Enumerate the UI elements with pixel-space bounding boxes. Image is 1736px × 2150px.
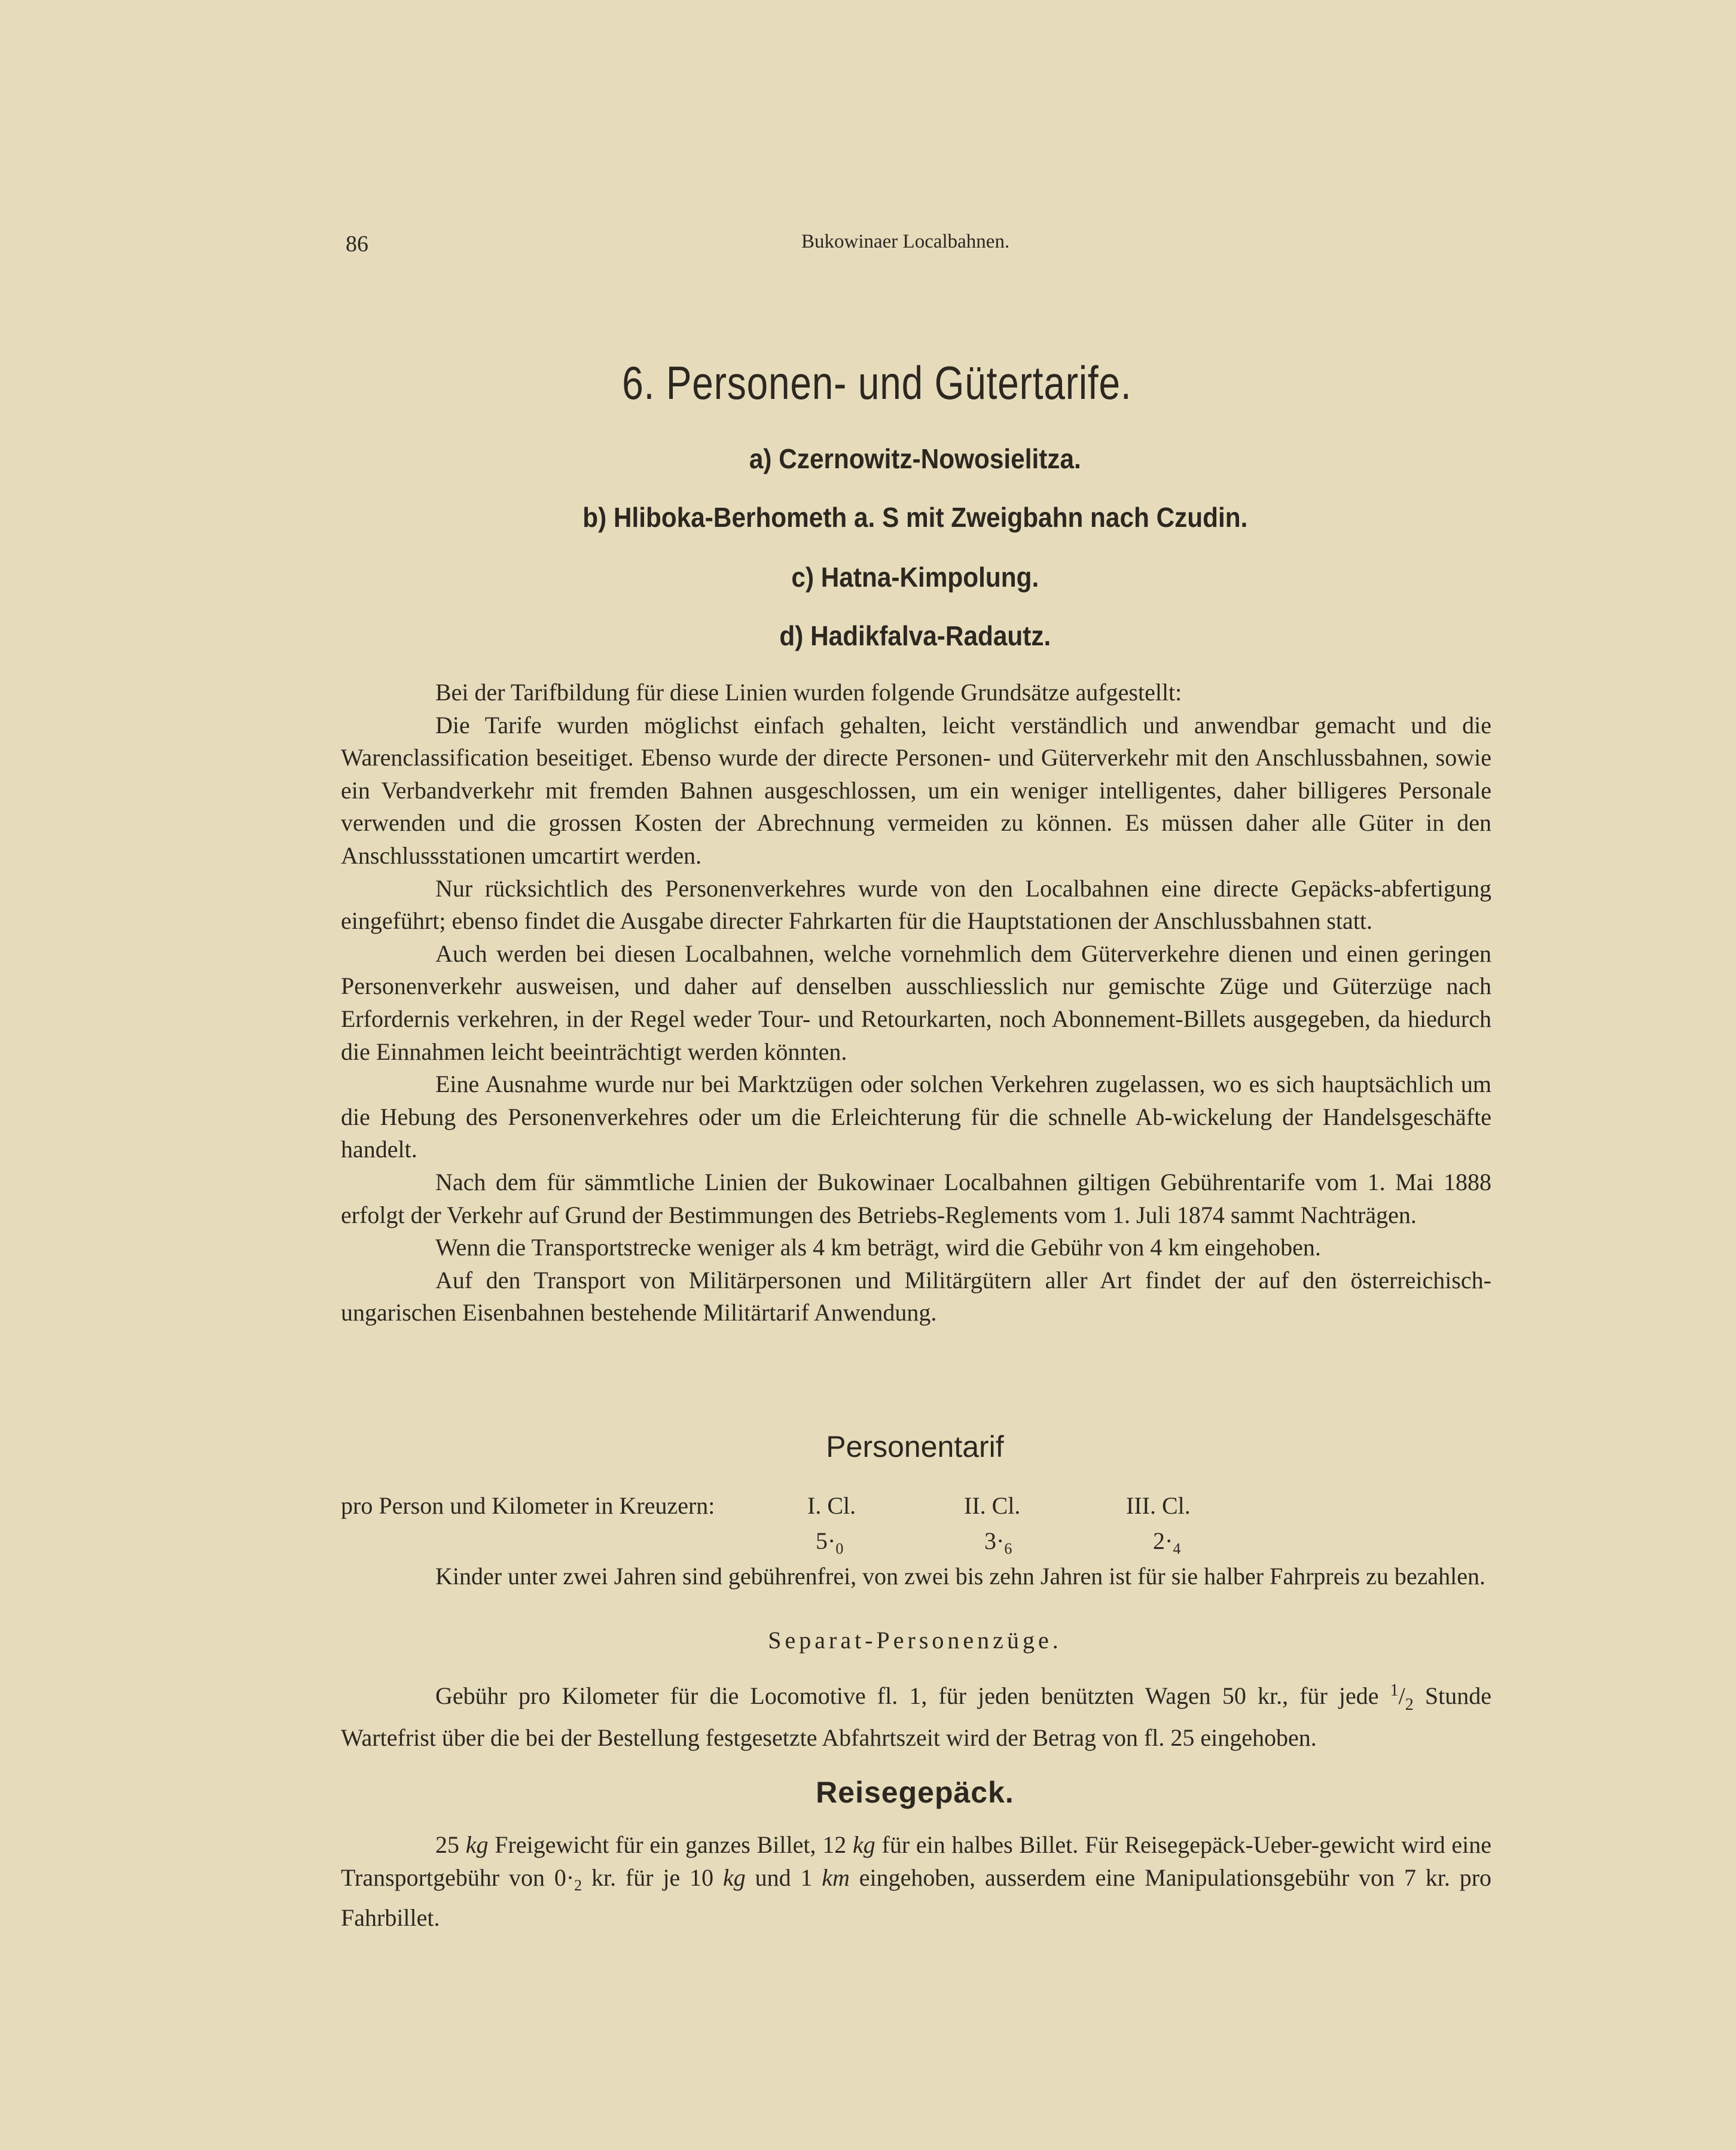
class-2-label: II. Cl. <box>964 1492 1021 1519</box>
class-3-value: $2\cdot_4$ <box>1153 1527 1181 1557</box>
chapter-title: 6. Personen- und Gütertarife. <box>622 356 1132 409</box>
main-text <box>341 676 1491 1329</box>
paragraph: Nach dem für sämmtliche Linien der Bukowinaer Localbahnen giltigen Gebührentarife vom 1. Mai 1888 erfolgt der Verkehr auf Grund der Bestimmungen des Betriebs-Reglements vom 1. Juli 1874 sammt Nachträgen. <box>341 1168 1491 1228</box>
class-2-value: $3\cdot_6$ <box>984 1527 1012 1557</box>
rate-row <box>341 1492 1491 1527</box>
section-heading-a: a) Czernowitz-Nowosielitza. <box>749 443 1081 474</box>
section-heading-d: d) Hadikfalva-Radautz. <box>779 620 1051 651</box>
reisegepaeck-paragraph: 25 kg Freigewicht für ein ganzes Billet, 12 kg für ein halbes Billet. Für Reisegepäck-Ueber-gewicht wird eine Transportgebühr von $0\cdot_2$ kr. für je 10 kg und 1 km eingehoben, ausserdem eine Manipulationsgebühr von 7 kr. pro Fahrbillet. <box>341 1831 1492 1932</box>
paragraph: Bei der Tarifbildung für diese Linien wurden folgende Grundsätze aufgestellt: <box>435 679 1182 706</box>
rate-row-label: pro Person und Kilometer in Kreuzern: <box>341 1492 715 1519</box>
section-heading-c: c) Hatna-Kimpolung. <box>791 562 1039 593</box>
class-1-label: I. Cl. <box>807 1492 856 1519</box>
class-1-value: $5\cdot_0$ <box>816 1527 844 1557</box>
running-head: Bukowinaer Localbahnen. <box>801 231 1010 252</box>
separat-paragraph: Gebühr pro Kilometer für die Locomotive fl. 1, für jeden benützten Wagen 50 kr., für jede $^1/_2$ Stunde Wartefrist über die bei der Bestellung festgesetzte Abfahrtszeit wird der Betrag von fl. 25 eingehoben. <box>341 1681 1492 1751</box>
paragraph: Die Tarife wurden möglichst einfach gehalten, leicht verständlich und anwendbar gemacht und die Warenclassification beseitiget. Ebenso wurde der directe Personen- und Güterverkehr mit den Anschlussbahnen, sowie ein Verbandverkehr mit fremden Bahnen ausgeschlossen, um ein weniger intelligentes, daher billigeres Personale verwenden und die grossen Kosten der Abrechnung vermeiden zu können. Es müssen daher alle Güter in den Anschlussstationen umcartirt werden. <box>341 711 1491 869</box>
paragraph: Auf den Transport von Militärpersonen und Militärgütern aller Art findet der auf den österreichisch-ungarischen Eisenbahnen bestehende Militärtarif Anwendung. <box>341 1266 1491 1326</box>
paragraph: Wenn die Transportstrecke weniger als 4 km beträgt, wird die Gebühr von 4 km eingehoben. <box>435 1234 1321 1261</box>
paragraph: Nur rücksichtlich des Personenverkehres wurde von den Localbahnen eine directe Gepäcks-abfertigung eingeführt; ebenso findet die Ausgabe directer Fahrkarten für die Hauptstationen der Anschlussbahnen statt. <box>341 874 1491 935</box>
reisegepaeck-heading: Reisegepäck. <box>816 1776 1014 1809</box>
page-number: 86 <box>346 231 368 257</box>
section-heading-b: b) Hliboka-Berhometh a. S mit Zweigbahn nach Czudin. <box>582 502 1248 533</box>
separat-heading: Separat-Personenzüge. <box>768 1627 1062 1654</box>
paragraph: Eine Ausnahme wurde nur bei Marktzügen oder solchen Verkehren zugelassen, wo es sich hauptsächlich um die Hebung des Personenverkehres oder um die Erleichterung für die schnelle Ab-wickelung der Handelsgeschäfte handelt. <box>341 1071 1491 1163</box>
rate-values-row <box>341 1527 1491 1563</box>
kinder-paragraph: Kinder unter zwei Jahren sind gebührenfrei, von zwei bis zehn Jahren ist für sie halber Fahrpreis zu bezahlen. <box>435 1563 1486 1590</box>
class-3-label: III. Cl. <box>1126 1492 1191 1519</box>
personentarif-heading: Personentarif <box>826 1430 1004 1463</box>
paragraph: Auch werden bei diesen Localbahnen, welche vornehmlich dem Güterverkehre dienen und einen geringen Personenverkehr ausweisen, und daher auf denselben ausschliesslich nur gemischte Züge und Güterzüge nach Erfordernis verkehren, in der Regel weder Tour- und Retourkarten, noch Abonnement-Billets ausgegeben, da hiedurch die Einnahmen leicht beeinträchtigt werden könnten. <box>341 940 1491 1065</box>
